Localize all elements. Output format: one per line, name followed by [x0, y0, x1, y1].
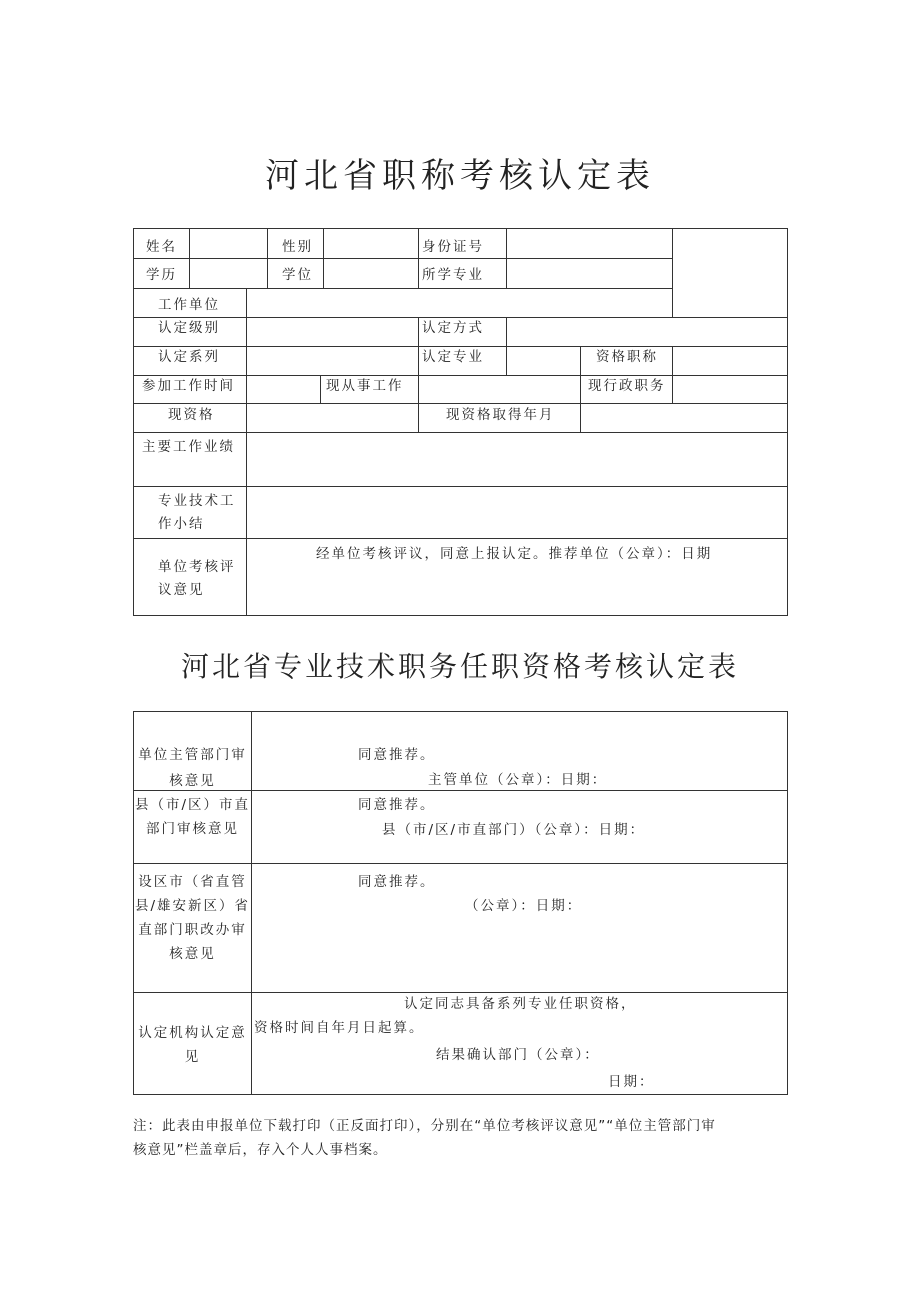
- label-name: 姓名: [146, 239, 177, 255]
- label-cert-method: 认定方式: [422, 320, 484, 336]
- footnote-line1: 注：此表由申报单位下载打印（正反面打印），分别在“单位考核评议意见”“单位主管部门审: [133, 1118, 716, 1134]
- label-current-work: 现从事工作: [326, 378, 404, 394]
- form-subtitle: 河北省专业技术职务任职资格考核认定表: [180, 650, 739, 683]
- footnote: [133, 1114, 793, 1162]
- label-degree: 学位: [282, 267, 313, 283]
- label-city-review-line2: 县/雄安新区）省: [134, 898, 251, 914]
- city-agree-text: 同意推荐。: [358, 874, 436, 890]
- footnote-line2: 核意见”栏盖章后，存入个人人事档案。: [133, 1142, 388, 1158]
- label-agency-opinion-line1: 认定机构认定意: [138, 1025, 247, 1041]
- agency-sign-text: 结果确认部门（公章）：: [436, 1047, 600, 1063]
- label-unit-eval-line2: 议意见: [158, 582, 205, 598]
- city-sign-text: （公章）：日期：: [465, 898, 583, 914]
- label-current-admin-post: 现行政职务: [588, 378, 666, 394]
- label-agency-opinion: [134, 1024, 251, 1066]
- label-city-review: [134, 873, 251, 963]
- county-agree-text: 同意推荐。: [358, 797, 436, 813]
- label-summary-line2: 作小结: [158, 516, 205, 532]
- label-city-review-line4: 核意见: [169, 946, 216, 962]
- form-title: 河北省职称考核认定表: [265, 156, 655, 196]
- label-id-number: 身份证号: [422, 239, 484, 255]
- label-qual-title: 资格职称: [596, 349, 658, 365]
- label-summary-line1: 专业技术工: [158, 493, 236, 509]
- label-major-studied: 所学专业: [422, 267, 484, 283]
- label-dept-review-line1: 单位主管部门审: [138, 747, 247, 763]
- label-work-unit: 工作单位: [158, 297, 220, 313]
- label-work-start-time: 参加工作时间: [142, 378, 235, 394]
- agency-date-text: 日期：: [608, 1074, 655, 1090]
- label-current-qual: 现资格: [168, 407, 215, 423]
- label-cert-major: 认定专业: [422, 349, 484, 365]
- dept-sign-text: 主管单位（公章）：日期：: [428, 772, 608, 788]
- label-current-qual-date: 现资格取得年月: [446, 407, 555, 423]
- agency-text-line1: 认定同志具备系列专业任职资格，: [404, 996, 637, 1012]
- label-unit-eval-line1: 单位考核评: [158, 559, 236, 575]
- label-cert-level: 认定级别: [158, 320, 220, 336]
- label-gender: 性别: [282, 239, 313, 255]
- label-city-review-line1: 设区市（省直管: [138, 874, 247, 890]
- label-county-review-line1: 县（市/区）市直: [134, 797, 251, 813]
- label-county-review: [134, 796, 251, 838]
- county-sign-text: 县（市/区/市直部门）（公章）：日期：: [382, 822, 646, 838]
- label-cert-series: 认定系列: [158, 349, 220, 365]
- dept-agree-text: 同意推荐。: [358, 747, 436, 763]
- label-county-review-line2: 部门审核意见: [146, 821, 239, 837]
- label-education: 学历: [146, 267, 177, 283]
- label-dept-review: [134, 746, 251, 790]
- agency-text-line2: 资格时间自年月日起算。: [254, 1020, 425, 1036]
- label-city-review-line3: 直部门职改办审: [138, 922, 247, 938]
- label-main-achievements: 主要工作业绩: [142, 439, 235, 455]
- label-dept-review-line2: 核意见: [169, 773, 216, 789]
- unit-eval-text: 经单位考核评议，同意上报认定。推荐单位（公章）：日期: [316, 546, 713, 562]
- label-agency-opinion-line2: 见: [184, 1049, 201, 1065]
